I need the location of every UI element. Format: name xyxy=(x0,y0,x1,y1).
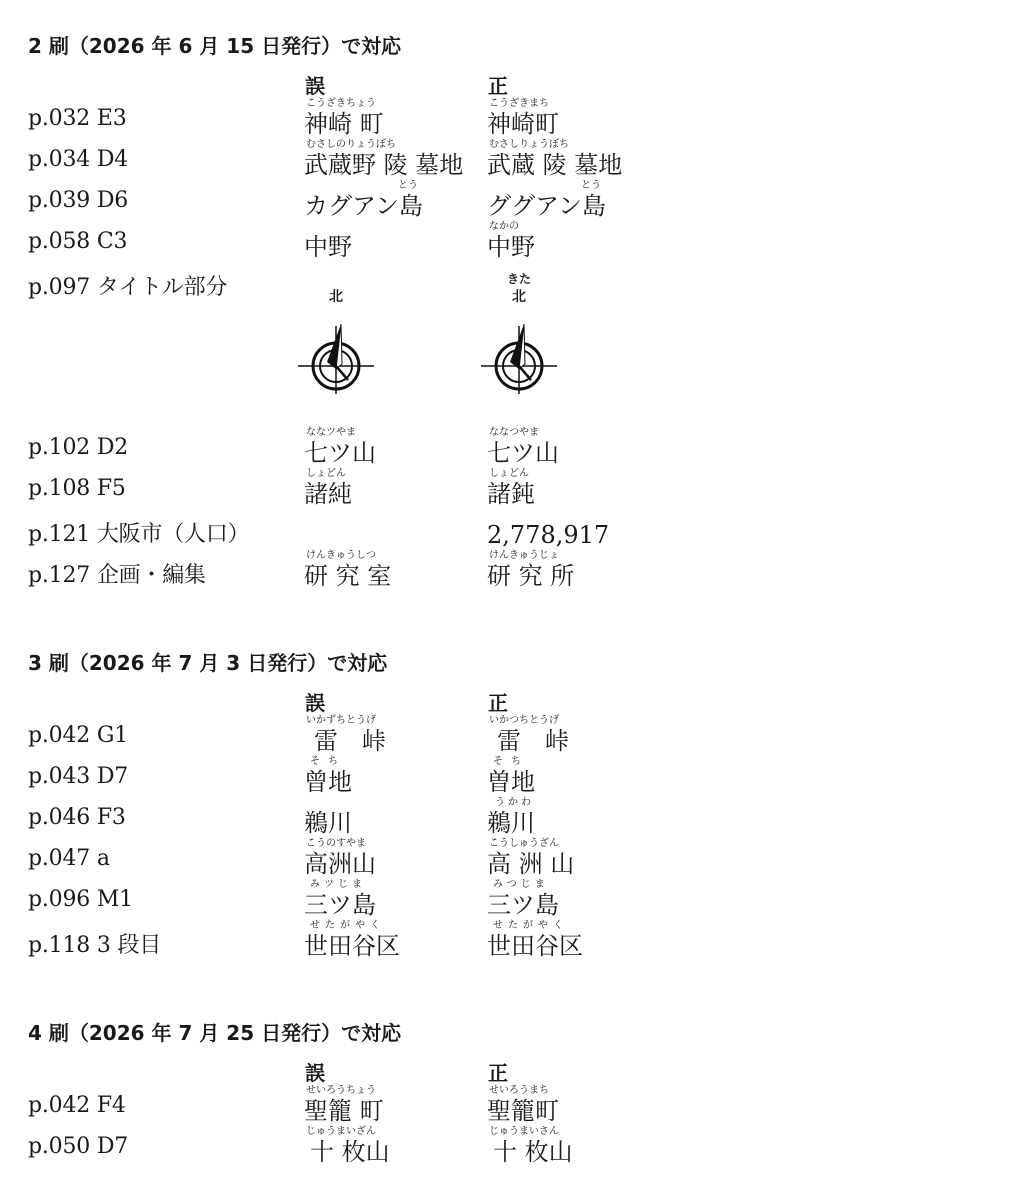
page-reference: p.050 D7 xyxy=(28,1134,129,1159)
correct-entry xyxy=(487,509,609,549)
errata-row xyxy=(0,1126,1024,1167)
correct-entry xyxy=(487,1085,559,1125)
errata-row xyxy=(0,756,1024,797)
correct-text: 三ツ島 xyxy=(487,891,559,919)
correct-entry xyxy=(487,180,606,220)
errata-row xyxy=(0,139,1024,180)
column-header-wrong: 誤 xyxy=(305,74,325,98)
page-reference: p.047 a xyxy=(28,846,110,871)
wrong-ruby: じゅうまいざん xyxy=(306,1126,376,1137)
correct-ruby: こうざきまち xyxy=(489,98,549,109)
column-header-wrong: 誤 xyxy=(305,691,325,715)
compass-north-ruby: きた xyxy=(506,272,531,286)
correct-ruby: なかの xyxy=(489,221,519,232)
wrong-ruby: けんきゅうしつ xyxy=(306,550,376,561)
page-reference: p.097 タイトル部分 xyxy=(28,275,228,300)
page-reference: p.043 D7 xyxy=(28,764,129,789)
page-reference: p.042 G1 xyxy=(28,723,129,748)
wrong-ruby: ななツやま xyxy=(306,427,356,438)
correct-ruby xyxy=(487,509,609,521)
correct-text: 十 枚山 xyxy=(493,1138,573,1166)
correct-text: 雷 峠 xyxy=(497,727,569,755)
wrong-text: 神崎 町 xyxy=(304,110,384,138)
wrong-ruby: みツじま xyxy=(310,879,366,890)
correct-text: 鵜川 xyxy=(487,809,535,837)
column-header-wrong: 誤 xyxy=(305,1061,325,1085)
wrong-ruby: しょどん xyxy=(306,468,346,479)
wrong-ruby: せたがやく xyxy=(310,920,385,931)
wrong-text: 三ツ島 xyxy=(304,891,376,919)
correct-ruby: むさしりょうぼち xyxy=(489,139,569,150)
wrong-ruby: こうざきちょう xyxy=(306,98,376,109)
wrong-text: 諸純 xyxy=(304,480,352,508)
correct-entry xyxy=(487,879,559,919)
correct-entry xyxy=(487,468,535,508)
wrong-entry xyxy=(304,427,376,467)
wrong-entry xyxy=(304,1085,384,1125)
page-reference: p.118 3 段目 xyxy=(28,933,162,958)
correct-ruby: しょどん xyxy=(489,468,529,479)
correct-text: 聖籠町 xyxy=(487,1097,559,1125)
page-reference: p.039 D6 xyxy=(28,188,129,213)
correct-entry xyxy=(487,838,574,878)
page-reference: p.042 F4 xyxy=(28,1093,126,1118)
correct-text: 曽地 xyxy=(487,768,535,796)
page-reference: p.096 M1 xyxy=(28,887,133,912)
correct-ruby: とう xyxy=(581,180,601,191)
correct-entry xyxy=(487,98,559,138)
wrong-entry xyxy=(304,509,306,521)
wrong-entry xyxy=(304,468,352,508)
compass-icon xyxy=(296,306,376,396)
wrong-text: 武蔵野 陵 墓地 xyxy=(304,151,464,179)
correct-ruby: せいろうまち xyxy=(489,1085,549,1096)
page-reference: p.108 F5 xyxy=(28,476,126,501)
errata-row xyxy=(0,509,1024,550)
correct-entry xyxy=(487,139,622,179)
correct-entry xyxy=(487,920,583,960)
wrong-ruby xyxy=(304,221,352,233)
wrong-ruby: そち xyxy=(310,756,346,767)
page-reference: p.034 D4 xyxy=(28,147,129,172)
correct-text: 世田谷区 xyxy=(487,932,583,960)
wrong-entry xyxy=(304,180,423,220)
wrong-text: 世田谷区 xyxy=(304,932,400,960)
wrong-ruby: とう xyxy=(398,180,418,191)
wrong-text: カグアン島 xyxy=(304,192,424,220)
correct-text: 2,778,917 xyxy=(487,521,610,549)
correct-text: 高 洲 山 xyxy=(487,850,575,878)
wrong-entry xyxy=(304,920,400,960)
compass-icon xyxy=(479,306,559,396)
wrong-entry xyxy=(304,715,386,755)
correct-text: 武蔵 陵 墓地 xyxy=(487,151,623,179)
correct-entry xyxy=(487,427,559,467)
correct-text: 神崎町 xyxy=(487,110,559,138)
wrong-entry xyxy=(304,797,352,837)
page-reference: p.058 C3 xyxy=(28,229,128,254)
compass-north-label: 北 xyxy=(512,289,526,305)
errata-row xyxy=(0,797,1024,838)
errata-row xyxy=(0,715,1024,756)
wrong-entry xyxy=(304,879,376,919)
column-header-correct: 正 xyxy=(488,1061,508,1085)
wrong-entry xyxy=(304,756,352,796)
errata-row xyxy=(0,1085,1024,1126)
correct-text: 七ツ山 xyxy=(487,439,559,467)
wrong-entry xyxy=(304,139,463,179)
correct-entry xyxy=(487,550,574,590)
wrong-text: 十 枚山 xyxy=(310,1138,390,1166)
correct-entry xyxy=(487,797,535,837)
wrong-entry xyxy=(304,550,391,590)
errata-row xyxy=(0,879,1024,920)
correct-entry xyxy=(487,715,569,755)
correct-ruby: いかつちとうげ xyxy=(489,715,559,726)
errata-row xyxy=(0,838,1024,879)
page-reference: p.121 大阪市（人口） xyxy=(28,522,250,547)
errata-row xyxy=(0,550,1024,591)
wrong-entry xyxy=(304,838,376,878)
correct-text: ググアン島 xyxy=(487,192,607,220)
correct-ruby: うかわ xyxy=(495,797,534,808)
section-title: 4 刷（2026 年 7 月 25 日発行）で対応 xyxy=(28,1021,402,1045)
column-header-correct: 正 xyxy=(488,74,508,98)
column-header-correct: 正 xyxy=(488,691,508,715)
errata-row xyxy=(0,468,1024,509)
section-title: 2 刷（2026 年 6 月 15 日発行）で対応 xyxy=(28,34,402,58)
wrong-text: 七ツ山 xyxy=(304,439,376,467)
wrong-text: 聖籠 町 xyxy=(304,1097,384,1125)
compass-wrong xyxy=(296,284,376,404)
wrong-ruby: こうのすやま xyxy=(306,838,366,849)
page-reference: p.046 F3 xyxy=(28,805,126,830)
correct-entry xyxy=(487,221,535,261)
errata-row xyxy=(0,221,1024,262)
wrong-entry xyxy=(304,98,384,138)
compass-correct xyxy=(479,272,559,404)
correct-text: 諸鈍 xyxy=(487,480,535,508)
correct-ruby: みつじま xyxy=(493,879,549,890)
wrong-text: 雷 峠 xyxy=(314,727,386,755)
wrong-text: 高洲山 xyxy=(304,850,376,878)
wrong-entry xyxy=(304,1126,390,1166)
wrong-ruby xyxy=(304,797,352,809)
correct-ruby: けんきゅうじょ xyxy=(489,550,559,561)
section-title: 3 刷（2026 年 7 月 3 日発行）で対応 xyxy=(28,651,388,675)
errata-row xyxy=(0,920,1024,961)
correct-entry xyxy=(487,1126,573,1166)
correct-text: 研 究 所 xyxy=(487,562,575,590)
page-reference: p.032 E3 xyxy=(28,106,127,131)
wrong-ruby: せいろうちょう xyxy=(306,1085,376,1096)
correct-ruby: こうしゅうざん xyxy=(489,838,559,849)
compass-north-label: 北 xyxy=(329,289,343,305)
errata-row xyxy=(0,427,1024,468)
errata-row xyxy=(0,180,1024,221)
wrong-ruby: むさしのりょうぼち xyxy=(306,139,396,150)
wrong-text: 研 究 室 xyxy=(304,562,392,590)
wrong-text: 曾地 xyxy=(304,768,352,796)
correct-text: 中野 xyxy=(487,233,535,261)
page-reference: p.127 企画・編集 xyxy=(28,563,206,588)
correct-ruby: せたがやく xyxy=(493,920,568,931)
errata-row xyxy=(0,98,1024,139)
wrong-entry xyxy=(304,221,352,261)
wrong-ruby: いかずちとうげ xyxy=(306,715,376,726)
correct-ruby: じゅうまいさん xyxy=(489,1126,559,1137)
wrong-text: 鵜川 xyxy=(304,809,352,837)
wrong-ruby xyxy=(304,509,306,521)
correct-entry xyxy=(487,756,535,796)
wrong-text: 中野 xyxy=(304,233,352,261)
page-reference: p.102 D2 xyxy=(28,435,129,460)
correct-ruby: そち xyxy=(493,756,529,767)
correct-ruby: ななつやま xyxy=(489,427,539,438)
